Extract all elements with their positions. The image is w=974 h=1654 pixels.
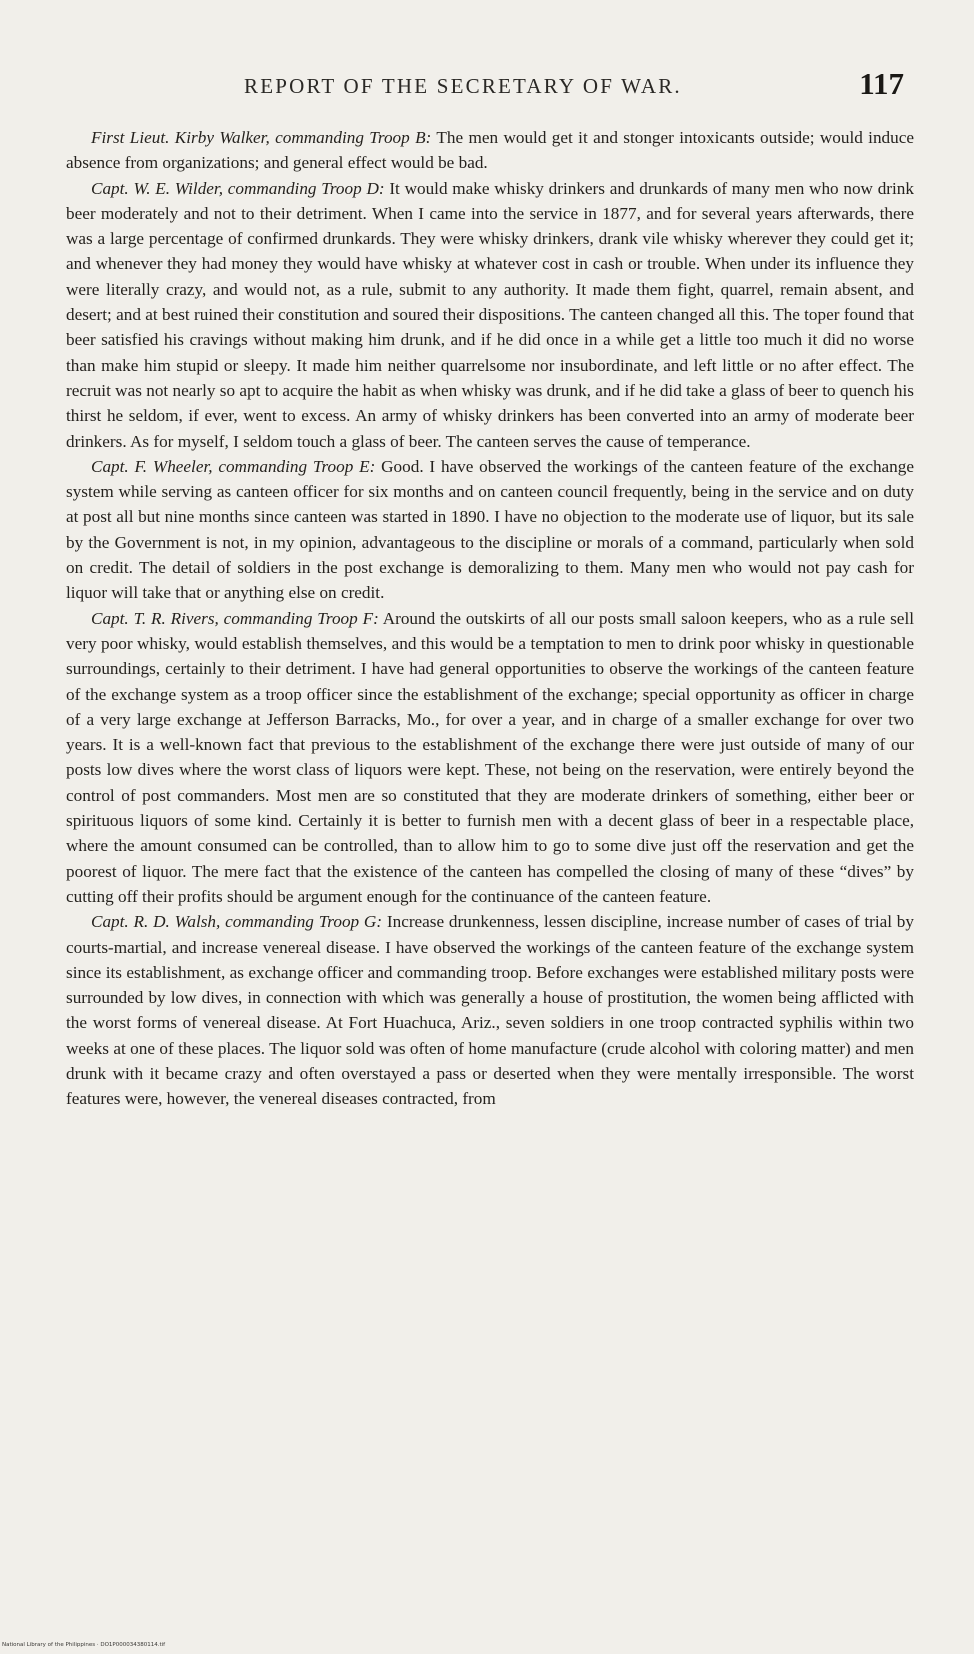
speaker-name: Capt. F. Wheeler, commanding Troop E: bbox=[91, 456, 376, 476]
paragraph-rivers bbox=[66, 606, 914, 910]
paragraph-text: The men would get it and stonger intoxicants outside; would induce absence from organizations; and general effect would be bad. bbox=[66, 128, 914, 173]
page-header bbox=[244, 66, 904, 106]
running-head: REPORT OF THE SECRETARY OF WAR. bbox=[244, 74, 682, 98]
speaker-name: First Lieut. Kirby Walker, commanding Troop B: bbox=[91, 128, 432, 147]
paragraph-text: Around the outskirts of all our posts small saloon keepers, who as a rule sell very poor whisky, would establish themselves, and this would be a temptation to men to drink poor whisky in questionable surroundings, certainly to their detriment. I have had general opportunities to observe the workings of the canteen feature of the exchange system as a troop officer since the establishment of the exchange; special opportunity as officer in charge of a very large exchange at Jefferson Barracks, Mo., for over a year, and in charge of a smaller exchange for over two years. It is a well-known fact that previous to the establishment of the exchange there were just outside of many of our posts low dives where the worst class of liquors were kept. These, not being on the reservation, were entirely beyond the control of post commanders. Most men are so constituted that they are moderate drinkers of something, either beer or spirituous liquors of some kind. Certainly it is better to furnish men with a decent glass of beer in a respectable place, where the amount consumed can be controlled, than to allow him to go to some dive just off the reservation and get the poorest of liquor. The mere fact that the existence of the canteen has compelled the closing of many of these “dives” by cutting off their profits should be argument enough for the continuance of the canteen feature. bbox=[66, 608, 914, 906]
speaker-name: Capt. R. D. Walsh, commanding Troop G: bbox=[91, 912, 383, 932]
page-number: 117 bbox=[859, 66, 904, 101]
scan-footer: National Library of the Philippines · DO1P000034380114.tif bbox=[2, 1642, 166, 1648]
paragraph-wheeler bbox=[66, 454, 914, 606]
paragraph-text: Increase drunkenness, lessen discipline, increase number of cases of trial by courts-martial, and increase venereal disease. I have observed the workings of the canteen feature of the exchange system since its establishment, as exchange officer and commanding troop. Before exchanges were established military posts were surrounded by low dives, in connection with which was generally a house of prostitution, the women being afflicted with the worst forms of venereal disease. At Fort Huachuca, Ariz., seven soldiers in one troop contracted syphilis within two weeks at one of these places. The liquor sold was often of home manufacture (crude alcohol with coloring matter) and men drunk with it became crazy and often overstayed a pass or deserted when they were mentally irresponsible. The worst features were, however, the venereal diseases contracted, from bbox=[66, 912, 914, 1109]
paragraph-wilder bbox=[66, 176, 914, 454]
speaker-name: Capt. W. E. Wilder, commanding Troop D: bbox=[91, 178, 385, 198]
paragraph-text: Good. I have observed the workings of the canteen feature of the exchange system while serving as canteen officer for six months and on canteen council frequently, being in the service and on duty at post all but nine months since canteen was started in 1890. I have no objection to the moderate use of liquor, but its sale by the Government is not, in my opinion, advantageous to the discipline or morals of a command, particularly when sold on credit. The detail of soldiers in the post exchange is demoralizing to them. Many men who would not pay cash for liquor will take that or anything else on credit. bbox=[66, 456, 914, 603]
paragraph-text: It would make whisky drinkers and drunkards of many men who now drink beer moderately and not to their detriment. When I came into the service in 1877, and for several years afterwards, there was a large percentage of confirmed drunkards. They were whisky drinkers, drank vile whisky wherever they could get it; and whenever they had money they would have whisky at whatever cost in cash or trouble. When under its influence they were literally crazy, and would not, as a rule, submit to any authority. It made them fight, quarrel, remain absent, and desert; and at best ruined their constitution and soured their dispositions. The canteen changed all this. The toper found that beer satisfied his cravings without making him drunk, and if he did once in a while get a little too much it did no worse than make him stupid or sleepy. It made him neither quarrelsome nor insubordinate, and left little or no after effect. The recruit was not nearly so apt to acquire the habit as when whisky was drunk, and if he did take a glass of beer to quench his thirst he seldom, if ever, went to excess. An army of whisky drinkers has been converted into an army of moderate beer drinkers. As for myself, I seldom touch a glass of beer. The canteen serves the cause of temperance. bbox=[66, 178, 914, 451]
body-text bbox=[66, 125, 914, 1112]
paragraph-walsh bbox=[66, 909, 914, 1111]
paragraph-walker bbox=[66, 125, 914, 176]
speaker-name: Capt. T. R. Rivers, commanding Troop F: bbox=[91, 608, 379, 628]
